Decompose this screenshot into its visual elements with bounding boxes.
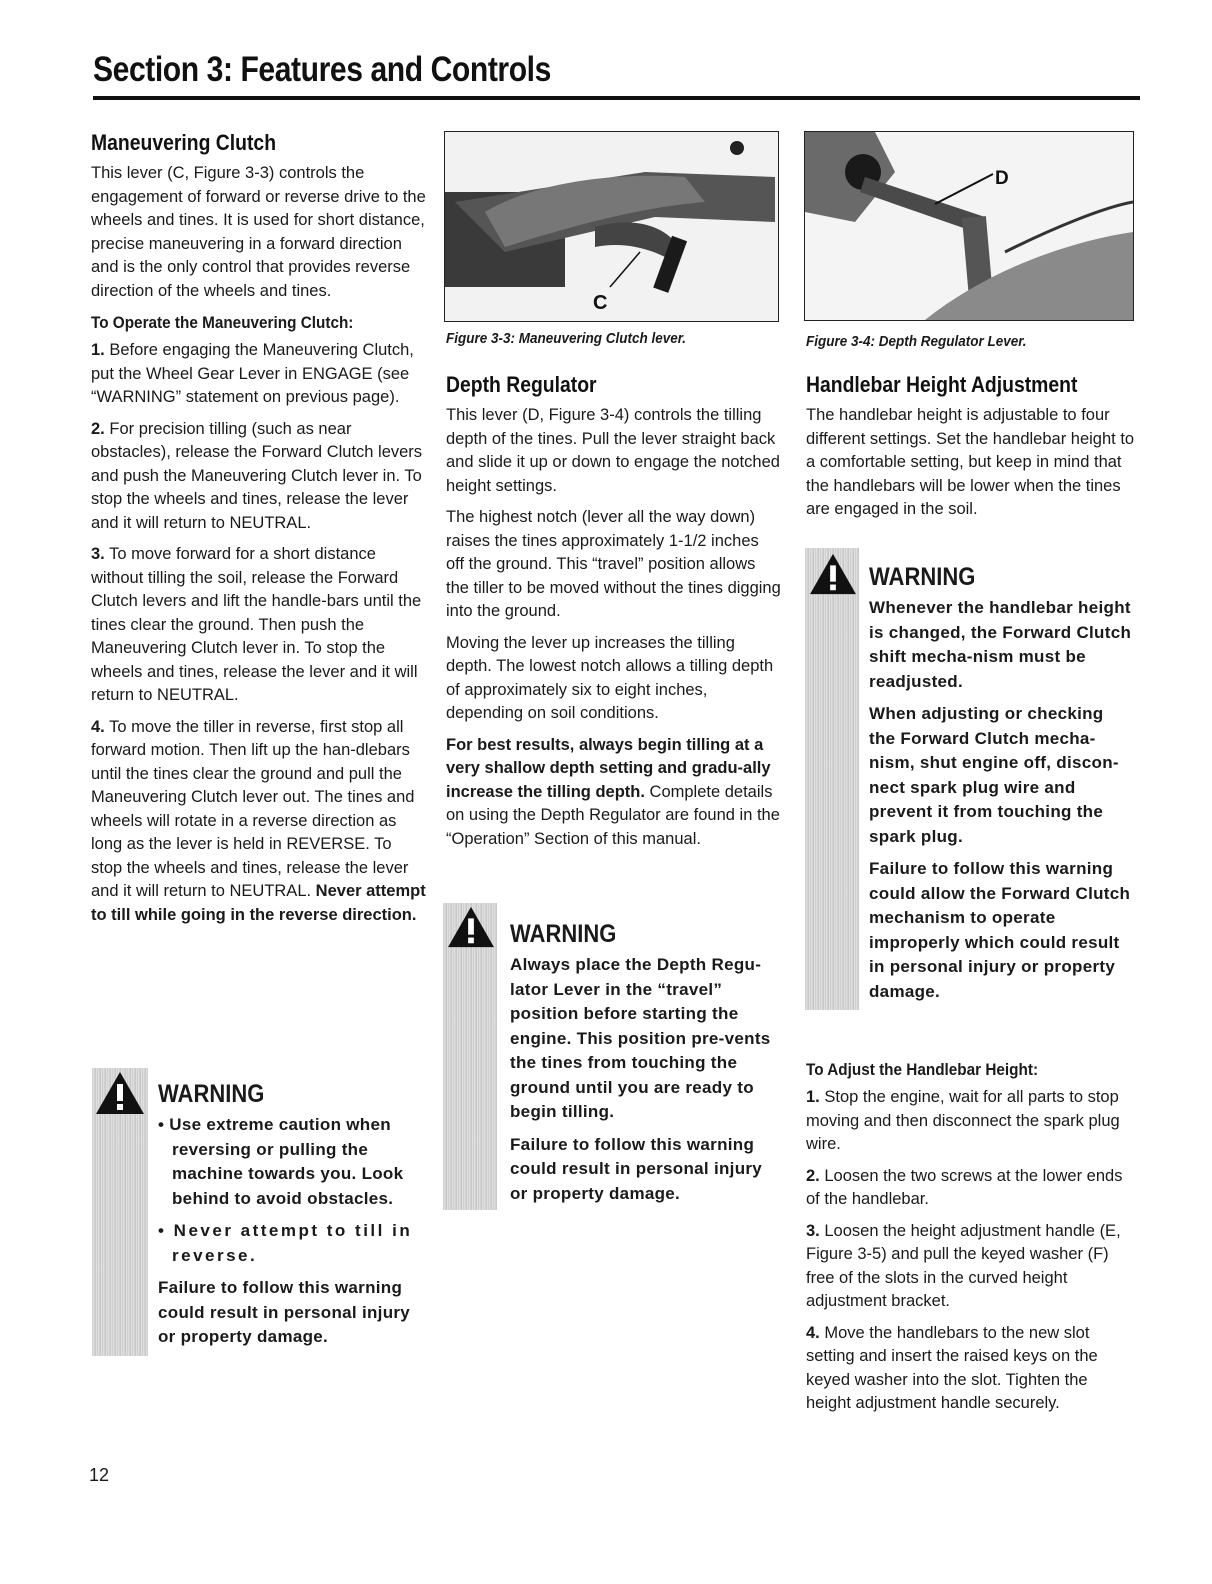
depth-paragraph: This lever (D, Figure 3-4) controls the tilling depth of the tines. Pull the lever straight back and slide it up or down to engage the notched height settings. <box>446 406 780 495</box>
warning-triangle-icon <box>94 1070 146 1116</box>
warning-body: Whenever the handlebar height is changed, the Forward Clutch shift mecha-nism must be readjusted. <box>869 598 1132 691</box>
warning-failure-text: Failure to follow this warning could result in personal injury or property damage. <box>510 1134 763 1203</box>
maneuvering-clutch-section <box>91 130 426 935</box>
handlebar-heading: Handlebar Height Adjustment <box>806 372 1078 397</box>
step-number: 2. <box>806 1166 820 1185</box>
depth-paragraph: The highest notch (lever all the way down) raises the tines approximately 1-1/2 inches off the ground. This “travel” position allows the tiller to be moved without the tines digging into the ground. <box>446 508 781 620</box>
callout-c: C <box>593 292 608 314</box>
warning-title: WARNING <box>869 563 976 591</box>
maneuvering-step <box>91 339 426 410</box>
figure-3-3-caption: Figure 3-3: Maneuvering Clutch lever. <box>446 330 687 347</box>
title-rule <box>93 96 1140 100</box>
warning-failure-text: Failure to follow this warning could allow the Forward Clutch mechanism to operate improperly which could result in personal injury or property damage. <box>869 859 1131 1001</box>
handlebar-step <box>806 1322 1136 1416</box>
warning-bullet: • Use extreme caution when reversing or pulling the machine towards you. Look behind to avoid obstacles. <box>158 1115 404 1208</box>
figure-depth-regulator <box>804 131 1134 321</box>
maneuvering-step <box>91 716 426 928</box>
maneuvering-subheading: To Operate the Maneuvering Clutch: <box>91 313 354 332</box>
step-number: 1. <box>91 341 105 359</box>
warning-triangle-icon <box>446 905 496 949</box>
step-text: To move forward for a short distance without tilling the soil, release the Forward Clutch levers and lift the handle-bars until the tines clear the ground. Then push the Maneuvering Clutch lever in. To stop the wheels and tines, release the lever and it will return to NEUTRAL. <box>91 545 422 704</box>
warning-title: WARNING <box>158 1080 265 1108</box>
depth-bold-text: For best results, always begin tilling at a very shallow depth setting and gradu-ally increase the tilling depth. <box>446 735 771 801</box>
handlebar-step <box>806 1086 1136 1157</box>
warning-body: Always place the Depth Regu-lator Lever in the “travel” position before starting the engine. This position pre-vents the tines from touching the ground until you are ready to begin tilling. <box>510 955 771 1121</box>
step-text: Stop the engine, wait for all parts to stop moving and then disconnect the spark plug wire. <box>806 1088 1120 1153</box>
section-title: Section 3: Features and Controls <box>93 50 551 89</box>
maneuvering-step <box>91 543 426 708</box>
handlebar-step <box>806 1220 1136 1314</box>
step-text: To move the tiller in reverse, first stop all forward motion. Then lift up the han-dlebars until the tines clear the ground and pull the Maneuvering Clutch lever out. The tines and wheels will rotate in a reverse direction as long as the lever is held in REVERSE. To stop the wheels and tines, release the lever and it will return to NEUTRAL. <box>91 717 415 900</box>
step-number: 3. <box>806 1221 820 1240</box>
depth-rest-text: Complete details on using the Depth Regulator are found in the “Operation” Section of this manual. <box>446 782 780 848</box>
step-bold-text: Never attempt to till while going in the reverse direction. <box>91 882 426 924</box>
handlebar-step <box>806 1165 1136 1212</box>
warning-depth <box>510 920 778 1214</box>
maneuvering-step <box>91 418 426 536</box>
depth-regulator-section <box>446 372 781 859</box>
step-text: For precision tilling (such as near obstacles), release the Forward Clutch levers and push the Maneuvering Clutch lever in. To stop the wheels and tines, release the lever and it will return to NEUTRAL. <box>91 419 423 532</box>
callout-d: D <box>995 168 1009 189</box>
warning-stripe-depth <box>443 903 497 1210</box>
warning-bullet: • Never attempt to till in reverse. <box>158 1221 413 1265</box>
warning-body: When adjusting or checking the Forward Clutch mecha-nism, shut engine off, discon-nect spark plug wire and prevent it from touching the spark plug. <box>869 704 1119 846</box>
step-text: Move the handlebars to the new slot setting and insert the raised keys on the keyed washer into the slot. Tighten the height adjustment handle securely. <box>806 1323 1098 1412</box>
handlebar-steps-section <box>806 1050 1136 1424</box>
warning-reverse <box>158 1080 426 1358</box>
depth-regulator-photo <box>805 132 1133 320</box>
handlebar-subheading: To Adjust the Handlebar Height: <box>806 1060 1039 1079</box>
warning-title: WARNING <box>510 920 617 948</box>
step-text: Loosen the height adjustment handle (E, Figure 3-5) and pull the keyed washer (F) free of the slots in the curved height adjustment bracket. <box>806 1221 1121 1310</box>
warning-failure-text: Failure to follow this warning could result in personal injury or property damage. <box>158 1278 411 1346</box>
figure-maneuvering-clutch <box>444 131 779 322</box>
step-number: 3. <box>91 545 105 563</box>
warning-handlebar <box>869 563 1133 1012</box>
step-number: 2. <box>91 419 105 438</box>
handlebar-section <box>806 372 1136 530</box>
handlebar-intro: The handlebar height is adjustable to four different settings. Set the handlebar height to a comfortable setting, but keep in mind that the handlebars will be lower when the tines are engaged in the soil. <box>806 406 1135 518</box>
depth-heading: Depth Regulator <box>446 372 597 397</box>
step-number: 4. <box>806 1323 820 1342</box>
page-number: 12 <box>89 1465 110 1485</box>
maneuvering-clutch-photo <box>445 132 778 321</box>
depth-paragraph <box>446 734 781 852</box>
maneuvering-heading: Maneuvering Clutch <box>91 130 277 155</box>
step-number: 4. <box>91 717 105 736</box>
depth-paragraph: Moving the lever up increases the tilling depth. The lowest notch allows a tilling depth of approximately six to eight inches, depending on soil conditions. <box>446 633 774 722</box>
maneuvering-intro: This lever (C, Figure 3-3) controls the engagement of forward or reverse drive to the wheels and tines. It is used for short distance, precise maneuvering in a forward direction and is the only control that provides reverse direction of the wheels and tines. <box>91 164 426 300</box>
step-number: 1. <box>806 1088 820 1106</box>
warning-triangle-icon <box>808 552 858 596</box>
step-text: Before engaging the Maneuvering Clutch, put the Wheel Gear Lever in ENGAGE (see “WARNING” statement on previous page). <box>91 341 414 406</box>
step-text: Loosen the two screws at the lower ends of the handlebar. <box>806 1166 1123 1208</box>
figure-3-4-caption: Figure 3-4: Depth Regulator Lever. <box>806 333 1027 350</box>
warning-stripe-handlebar <box>805 548 859 1010</box>
